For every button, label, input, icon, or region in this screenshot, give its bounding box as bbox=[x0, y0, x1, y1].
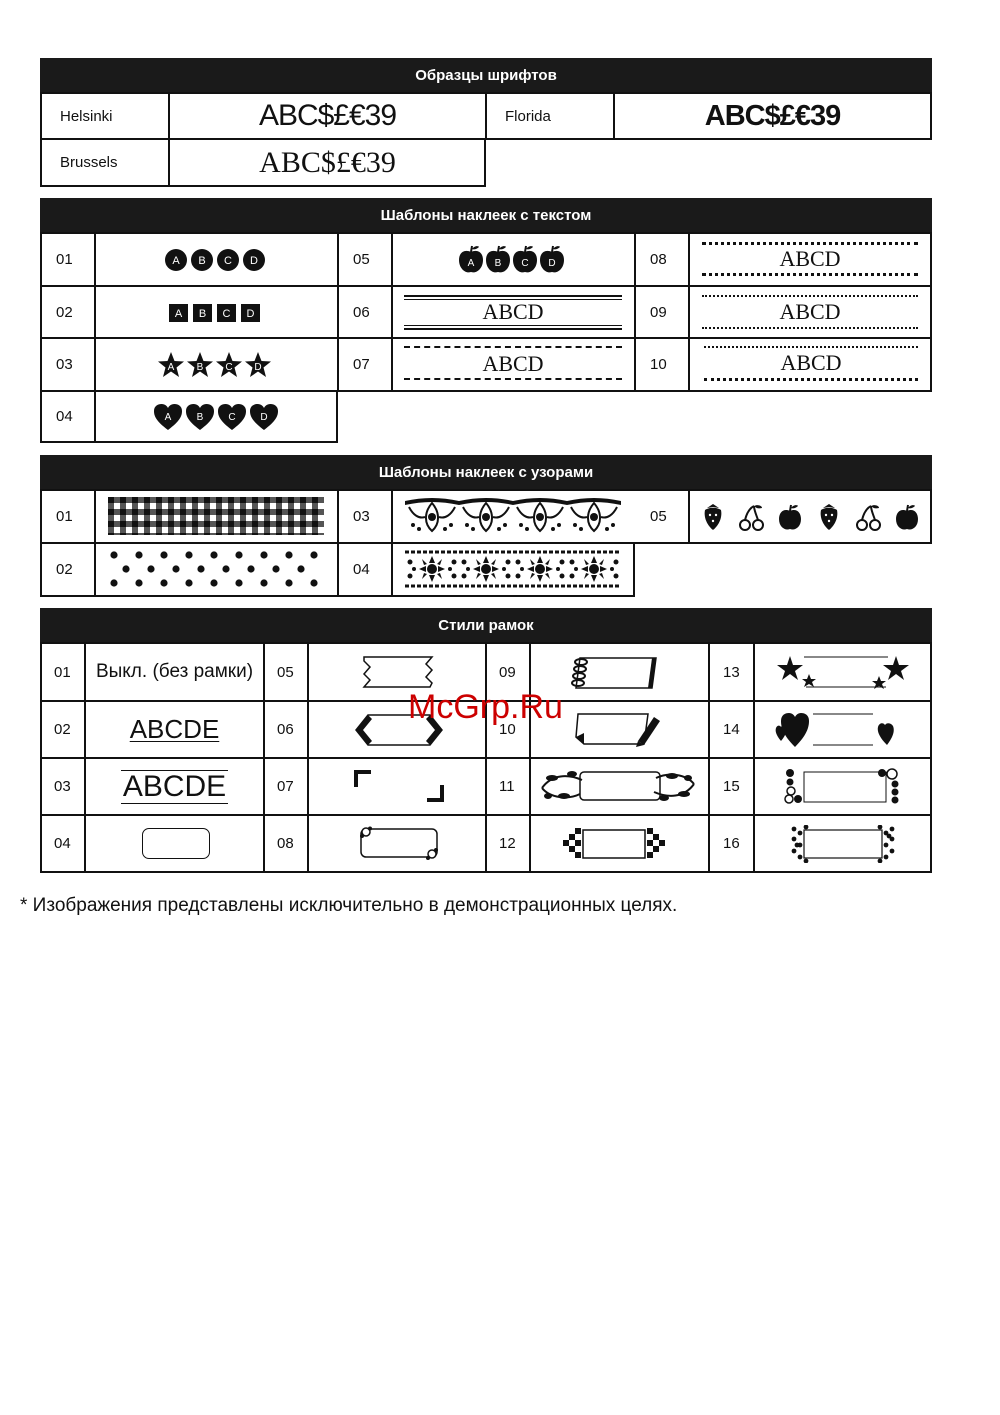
fonts-header bbox=[40, 58, 932, 94]
floral-lace-pattern bbox=[405, 550, 621, 588]
svg-text:B: B bbox=[198, 255, 206, 267]
strawberry-icon bbox=[821, 504, 838, 530]
frame-09-sample bbox=[570, 655, 658, 691]
svg-text:B: B bbox=[198, 308, 207, 320]
text-sticker-06-sample: ABCD bbox=[404, 294, 622, 332]
svg-text:A: A bbox=[164, 412, 172, 423]
frame-02-num: 02 bbox=[54, 721, 71, 738]
frame-14-num: 14 bbox=[723, 721, 740, 738]
pattern-stickers-title: Шаблоны наклеек с узорами bbox=[378, 464, 594, 481]
strawberry-icon bbox=[705, 504, 722, 530]
svg-text:B: B bbox=[196, 362, 204, 373]
text-sticker-08-sample: ABCD bbox=[702, 241, 918, 279]
svg-text:B: B bbox=[494, 258, 502, 269]
frame-09-num: 09 bbox=[499, 663, 516, 681]
font-sample-brussels: ABC$£€39 bbox=[259, 145, 396, 179]
font-sample-helsinki: ABC$£€39 bbox=[258, 99, 397, 132]
svg-text:A: A bbox=[172, 255, 180, 267]
frame-11-sample bbox=[540, 768, 696, 804]
fruit-pattern bbox=[702, 503, 922, 531]
svg-text:D: D bbox=[246, 308, 255, 320]
frame-13-num: 13 bbox=[723, 663, 740, 681]
text-sticker-06-num: 06 bbox=[353, 303, 370, 321]
frames-header bbox=[40, 608, 932, 644]
svg-text:C: C bbox=[521, 258, 529, 269]
frame-05-sample bbox=[362, 656, 434, 688]
svg-text:D: D bbox=[548, 258, 556, 269]
text-sticker-05-sample bbox=[459, 244, 569, 274]
pattern-04-num: 04 bbox=[353, 561, 370, 578]
frame-15-num: 15 bbox=[723, 778, 740, 795]
pattern-stickers-header bbox=[40, 455, 932, 491]
cherry-icon bbox=[857, 505, 880, 530]
fonts-title: Образцы шрифтов bbox=[415, 67, 557, 84]
text-sticker-01-sample bbox=[164, 248, 268, 272]
svg-text:C: C bbox=[228, 412, 236, 423]
text-sticker-07-sample: ABCD bbox=[404, 345, 622, 383]
svg-text:C: C bbox=[224, 255, 232, 267]
svg-text:C: C bbox=[225, 362, 233, 373]
frame-03-num: 03 bbox=[54, 778, 71, 795]
gingham-pattern bbox=[108, 497, 324, 535]
text-sticker-09-num: 09 bbox=[650, 303, 667, 321]
frame-04-sample bbox=[142, 828, 210, 859]
frame-06-num: 06 bbox=[277, 721, 294, 738]
pattern-05-num: 05 bbox=[650, 508, 667, 525]
frame-12-num: 12 bbox=[499, 835, 516, 852]
svg-text:C: C bbox=[222, 308, 231, 320]
text-sticker-07-num: 07 bbox=[353, 356, 370, 373]
frame-05-num: 05 bbox=[277, 663, 294, 681]
text-sticker-04-sample bbox=[154, 403, 280, 431]
frames-title: Стили рамок bbox=[438, 617, 534, 634]
svg-text:B: B bbox=[196, 412, 204, 423]
svg-text:A: A bbox=[467, 258, 475, 269]
cherry-icon bbox=[740, 505, 763, 530]
text-sticker-03-sample bbox=[157, 351, 275, 379]
text-sticker-10-num: 10 bbox=[650, 356, 667, 373]
text-sticker-03-num: 03 bbox=[56, 356, 73, 373]
frame-12-sample bbox=[561, 826, 667, 862]
pattern-02-num: 02 bbox=[56, 561, 73, 578]
text-stickers-header bbox=[40, 198, 932, 234]
frame-11-num: 11 bbox=[499, 778, 515, 795]
lace-pattern bbox=[405, 497, 621, 535]
text-sticker-05-num: 05 bbox=[353, 251, 370, 268]
svg-text:D: D bbox=[250, 255, 258, 267]
font-sample-florida: ABC$£€39 bbox=[704, 99, 841, 132]
apple-icon bbox=[896, 505, 918, 530]
text-sticker-09-sample: ABCD bbox=[702, 294, 918, 332]
frame-16-num: 16 bbox=[723, 835, 740, 852]
frame-01-num: 01 bbox=[54, 663, 71, 681]
polka-dot-pattern bbox=[108, 550, 324, 588]
text-sticker-02-num: 02 bbox=[56, 303, 73, 321]
svg-text:D: D bbox=[254, 362, 262, 373]
svg-text:D: D bbox=[260, 412, 268, 423]
frame-01-label: Выкл. (без рамки) bbox=[95, 661, 254, 682]
svg-text:A: A bbox=[174, 308, 183, 320]
text-sticker-02-sample bbox=[169, 303, 265, 323]
text-sticker-01-num: 01 bbox=[56, 251, 73, 268]
frame-07-sample bbox=[353, 769, 445, 803]
watermark: McGrp.Ru bbox=[408, 688, 563, 726]
text-sticker-10-sample: ABCD bbox=[704, 345, 918, 383]
frame-10-num: 10 bbox=[499, 721, 516, 738]
frame-08-sample bbox=[359, 826, 439, 860]
pattern-01-num: 01 bbox=[56, 508, 73, 525]
text-stickers-title: Шаблоны наклеек с текстом bbox=[380, 207, 592, 224]
frame-08-num: 08 bbox=[277, 835, 294, 852]
font-name-brussels: Brussels bbox=[60, 154, 118, 171]
frame-04-num: 04 bbox=[54, 835, 71, 852]
footnote: * Изображения представлены исключительно в демонстрационных целях. bbox=[20, 895, 678, 916]
frame-13-sample bbox=[776, 654, 912, 690]
frame-14-sample bbox=[775, 711, 901, 749]
frame-15-sample bbox=[784, 768, 904, 806]
frame-03-sample: ABCDE bbox=[122, 769, 227, 803]
font-name-helsinki: Helsinki bbox=[60, 107, 113, 125]
svg-text:A: A bbox=[167, 362, 175, 373]
font-name-florida: Florida bbox=[505, 107, 551, 125]
frame-16-sample bbox=[790, 825, 896, 863]
text-sticker-04-num: 04 bbox=[56, 408, 73, 425]
apple-icon bbox=[779, 505, 801, 530]
frame-02-sample: ABCDE bbox=[129, 714, 220, 744]
pattern-03-num: 03 bbox=[353, 508, 370, 525]
frame-10-sample bbox=[570, 711, 662, 747]
text-sticker-08-num: 08 bbox=[650, 251, 667, 268]
frame-07-num: 07 bbox=[277, 778, 294, 795]
